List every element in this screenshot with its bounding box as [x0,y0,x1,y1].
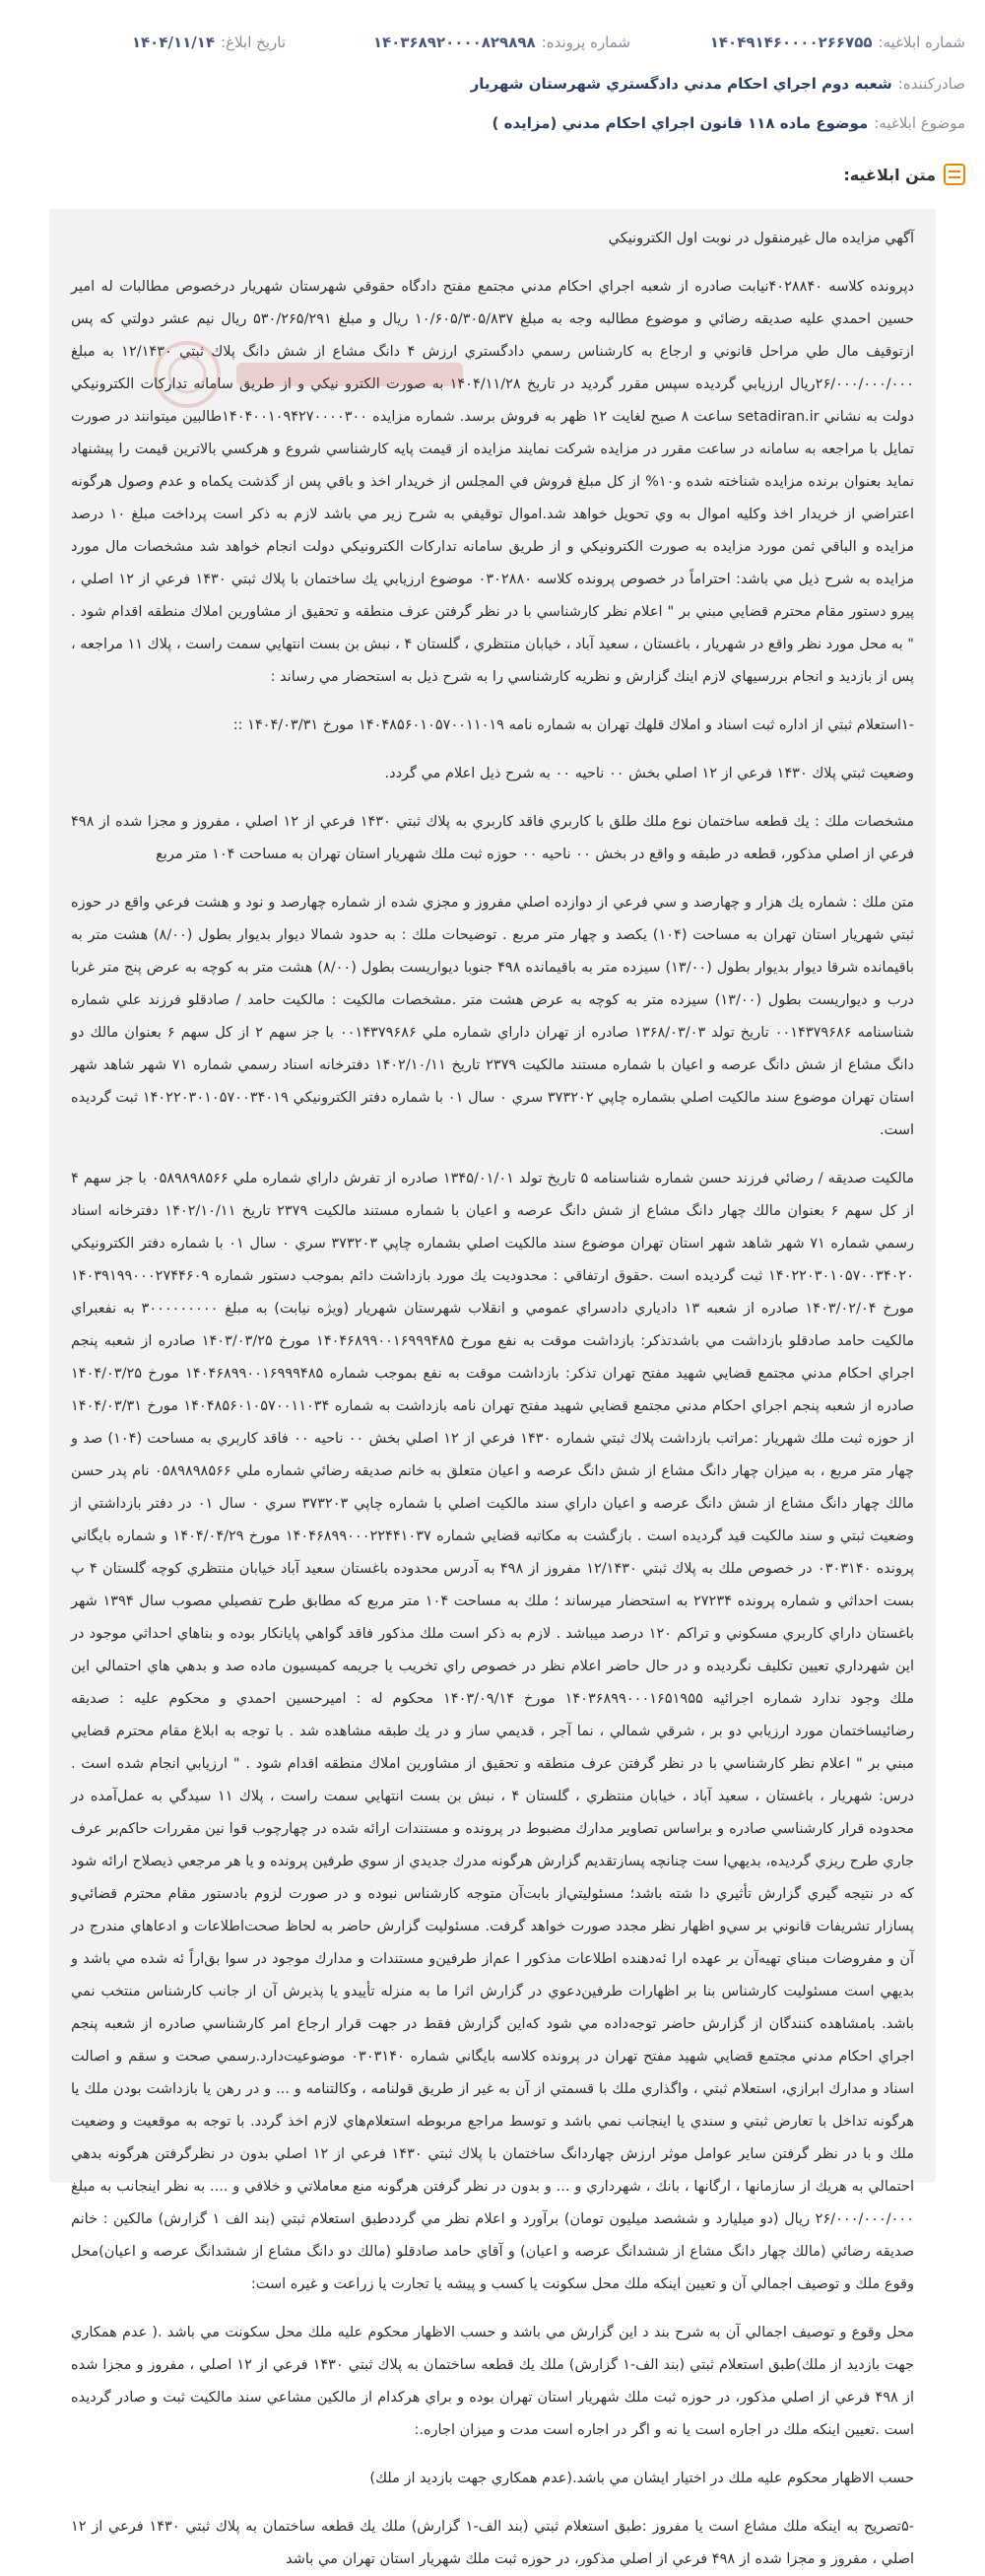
notice-number-label: شماره ابلاغيه: [878,34,965,51]
body-paragraph: -۱استعلام ثبتي از اداره ثبت اسناد و املاك قلهك تهران به شماره نامه ۱۴۰۴۸۵۶۰۱۰۵۷۰۰۱۱۰۱۹ مورخ ۱۴۰۴/۰۳/۳۱ :: [232,717,914,733]
notice-number-value: ۱۴۰۴۹۱۴۶۰۰۰۰۲۶۶۷۵۵ [709,34,873,51]
body-paragraph: -۵تصريح به اينكه ملك مشاع است يا مفروز :طبق استعلام ثبتي (بند الف-۱ گزارش) ملك يك قطعه ساختمان به پلاك ثبتي ۱۴۳۰ فرعي از ۱۲ اصلي ، مفروز و مجزا شده از ۴۹۸ فرعي از اصلي مذكور، در حوزه ثبت ملك شهريار استان تهران مي باشد [71,2519,914,2567]
body-paragraph: مشخصات ملك : يك قطعه ساختمان نوع ملك طلق با كاربري فاقد كاربري به پلاك ثبتي ۱۴۳۰ فرعي از ۱۲ اصلي ، مفروز و مجزا شده از ۴۹۸ فرعي از اصلي مذكور، قطعه در طبقه و واقع در بخش ۰۰ ناحيه ۰۰ حوزه ثبت ملك شهريار استان تهران به مساحت ۱۰۴ متر مربع [71,814,915,862]
document-icon [944,164,965,185]
notice-text-heading [0,148,985,185]
case-number-value: ۱۴۰۳۶۸۹۲۰۰۰۰۸۲۹۸۹۸ [372,34,536,51]
notice-date-value: ۱۴۰۴/۱۱/۱۴ [131,34,216,51]
body-paragraph: مالكيت صديقه / رضائي فرزند حسن شماره شناسنامه ۵ تاريخ تولد ۱۳۴۵/۰۱/۰۱ صادره از تفرش داراي شماره ملي ۰۵۸۹۸۹۸۵۶۶ با جز سهم ۴ از كل سهم ۶ بعنوان مالك چهار دانگ مشاع از شش دانگ عرصه و اعيان با شماره مستند مالكيت ۲۳۷۹ تاريخ ۱۴۰۲/۱۰/۱۱ دفترخانه اسناد رسمي شماره ۷۱ شهر شاهد شهر استان تهران موضوع سند مالكيت اصلي بشماره چاپي ۳۷۳۲۰۳ سري ۰ سال ۰۱ با شماره دفتر الكترونيكي ۱۴۰۲۲۰۳۰۱۰۵۷۰۰۳۴۰۲۰ ثبت گرديده است .حقوق ارتفاقي : محدوديت يك مورد بازداشت دائم بموجب دستور شماره ۱۴۰۳۹۱۹۹۰۰۰۲۷۴۴۶۰۹ مورخ ۱۴۰۳/۰۲/۰۴ صادره از شعبه ۱۳ دادياري دادسراي عمومي و انقلاب شهرستان شهريار (ويژه نيابت) به مبلغ ۳۰۰۰۰۰۰۰۰۰ به نفعبراي مالكيت حامد صادقلو بازداشت مي باشدتذكر: بازداشت موقت به نفع مورخ ۱۴۰۴۶۸۹۹۰۰۱۶۹۹۹۴۸۵ مورخ ۱۴۰۳/۰۳/۲۵ صادره از شعبه پنجم اجراي احكام مدني مجتمع قضايي شهيد مفتح تهران تذكر: بازداشت موقت به نفع بموجب شماره ۱۴۰۴۶۸۹۹۰۰۱۶۹۹۹۴۸۵ مورخ ۱۴۰۴/۰۳/۲۵ صادره از شعبه پنجم اجراي احكام مدني مجتمع قضايي شهيد مفتح تهران نامه بازداشت به شماره ۱۴۰۴۸۵۶۰۱۰۵۷۰۰۱۱۰۳۴ مورخ ۱۴۰۴/۰۳/۳۱ از حوزه ثبت ملك شهريار :مراتب بازداشت پلاك ثبتي شماره ۱۴۳۰ فرعي از ۱۲ اصلي بخش ۰۰ ناحيه ۰۰ فاقد كاربري به مساحت (۱۰۴) صد و چهار متر مربع ، به ميزان چهار دانگ مشاع از شش دانگ عرصه و اعيان متعلق به خانم صديقه رضائي شماره ملي ۰۵۸۹۸۹۸۵۶۶ نام پدر حسن مالك چهار دانگ مشاع از شش دانگ عرصه و اعيان داراي سند مالكيت اصلي با شماره چاپي ۳۷۳۲۰۳ سري ۰ سال ۰۱ در دفتر بازداشتي از وضعيت ثبتي و سند مالكيت قيد گرديده است . بازگشت به مكاتبه قضايي شماره ۱۴۰۴۶۸۹۹۰۰۰۲۲۴۴۱۰۳۷ مورخ ۱۴۰۴/۰۴/۲۹ و شماره بايگاني پرونده ۰۳۰۳۱۴۰ در خصوص ملك به پلاك ثبتي ۱۲/۱۴۳۰ مفروز از ۴۹۸ به آدرس محدوده باغستان سعيد آباد خيابان منتظري كوچه گلستان ۴ پ بست احداثي و شماره پرونده ۲۷۲۳۴ به استحضار ميرساند ؛ ملك به مساحت ۱۰۴ متر مربع كه مطابق طرح تفصيلي مصوب سال ۱۳۹۴ شهر باغستان داراي كاربري مسكوني و تراكم ۱۲۰ درصد ميباشد . لازم به ذكر است ملك مذكور فاقد گواهي پايانكار بوده و بناهاي احداثي موجود در اين شهرداري تعيين تكليف نگرديده و در حال حاضر اعلام نظر در خصوص راي تخريب يا جريمه كميسيون ماده صد و بدهي هاي احتمالي اين ملك وجود ندارد شماره اجرائيه ۱۴۰۳۶۸۹۹۰۰۰۱۶۵۱۹۵۵ مورخ ۱۴۰۳/۰۹/۱۴ محكوم له : اميرحسين احمدي و محكوم عليه : صديقه رضائيساختمان مورد ارزيابي دو بر ، شرقي شمالي ، نما آجر ، قديمي ساز و در يك طبقه مشاهده شد . با توجه به ابلاغ مقام محترم قضايي مبني بر " اعلام نظر كارشناسي با در نظر گرفتن عرف منطقه و تحقيق از مشاورين املاك منطقه اقدام شود . " ارزيابي انجام شده است . درس: شهريار ، باغستان ، سعيد آباد ، خيابان منتظري ، گلستان ۴ ، نبش بن بست انتهايي سمت راست ، پلاك ۱۱ سيدگي به عمل‌آمده در محدوده قرار كارشناسي صادره و براساس تصاوير مدارك مضبوط در پرونده و مستندات ارائه شده در چهارچوب قوا نين مقررات حاكم‌بر عرف جاري طرح ريزي گرديده، بديهي‌ا ست چنانچه پسازتقديم گزارش هرگونه مدرك جديدي از سوي طرفين پرونده و يا هر مرجعي ذيصلاح ارائه شود كه در نتيجه گيري گزارش تأثيري دا شته باشد؛ مسئوليتي‌از بابت‌آن متوجه كارشناس نبوده و در صورت لزوم بادستور مقام محترم قضائي‌و پسازار تشريفات قانوني بر سي‌و اظهار نظر مجدد صورت خواهد گرفت. مسئوليت گزارش حاضر به لحاظ صحت‌اطلاعات و ادعاهاي مندرج در آن و مفروضات مبناي تهيه‌آن بر عهده ارا ئه‌دهنده اطلاعات مذكور ا عم‌از طرفين‌و مستندات و مدارك موجود در سوا بق‌اراً ئه شده مي باشد و بديهي است مسئوليت كارشناس بنا بر اظهارات طرفين‌دعوي در گزارش اثرا ما به منزله تأييدو يا پذيرش آن از جانب كارشناس منتخب نمي باشد. بامشاهده كنندگان از گزارش حاضر توجه‌داده مي شود كه‌اين گزارش فقط در جهت قرار ارجاع امر كارشناسي صادره از شعبه پنجم اجراي احكام مدني مجتمع قضايي شهيد مفتح تهران در پرونده كلاسه بايگاني شماره ۰۳۰۳۱۴۰ موضوعيت‌دارد.رسمي صحت و سقم و اصالت اسناد و مدارك ابرازي، استعلام ثبتي ، واگذاري ملك با قسمتي از آن به غير از طريق قولنامه ، وكالتنامه و ... و در رهن يا بازداشت بودن ملك يا هرگونه تداخل با تعارض ثبتي و سندي يا اينجانب نمي باشد و توسط مراجع مربوطه استعلام‌هاي لازم اخذ گردد. با توجه به موقعيت و وضعيت ملك و با در نظر گرفتن ساير عوامل موثر ارزش چهاردانگ ساختمان با پلاك ثبتي ۱۴۳۰ فرعي از ۱۲ اصلي بدون در نظرگرفتن هرگونه بدهي احتمالي به هريك از سازمانها ، ارگانها ، بانك ، شهرداري و ... و بدون در نظر گرفتن هرگونه منع معاملاتي و خلافي و .... به نظر اينجانب به مبلغ ۲۶/۰۰۰/۰۰۰/۰۰۰ ريال (دو ميليارد و ششصد ميليون تومان) برآورد و اعلام نظر مي گرددطبق استعلام ثبتي (بند الف ۱ گزارش) مالكين : خانم صديقه رضائي (مالك چهار دانگ مشاع از ششدانگ عرصه و اعيان) و آقاي حامد صادقلو (مالك دو دانگ مشاع از ششدانگ عرصه و اعيان)محل وقوع ملك و توصيف اجمالي آن و تعيين اينكه ملك محل سكونت يا كسب و پيشه يا تجارت يا زراعت و غيره است: [71,1171,915,2292]
body-paragraph: دپرونده كلاسه ۴۰۲۸۸۴۰نيابت صادره از شعبه اجراي احكام مدني مجتمع مفتح دادگاه حقوقي شهرستان شهريار درخصوص مطالبات له امير حسين احمدي عليه صديقه رضائي و موضوع مطالبه وجه به مبلغ ۱۰/۶۰۵/۳۰۵/۸۳۷ ريال و مبلغ ۵۳۰/۲۶۵/۲۹۱ ريال نيم عشر دولتي كه پس ازتوقيف مال طي مراحل قانوني و ارجاع به كارشناس رسمي دادگستري ارزش ۴ دانگ مشاع از شش دانگ پلاك ثبتي ۱۲/۱۴۳۰ به مبلغ ۲۶/۰۰۰/۰۰۰/۰۰۰ريال ارزيابي گرديده سپس مقرر گرديد در تاريخ ۱۴۰۴/۱۱/۲۸ به صورت الكترو نيكي و از طريق سامانه تداركات الكترونيكي دولت به نشاني setadiran.ir ساعت ۸ صبح لغايت ۱۲ ظهر به فروش برسد. شماره مزايده ۱۴۰۴۰۰۱۰۹۴۲۷۰۰۰۰۳۰۰طالبين ميتوانند در صورت تمايل با مراجعه به سامانه در ساعت مقرر در مزايده شركت نمايند مزايده از قيمت پايه كارشناسي شروع و هركسي بالاترين قيمت را پيشنهاد نمايد بعنوان برنده مزايده شناخته شده و۱۰% از كل مبلغ فروش في المجلس از خريدار اخذ و باقي پس از گذشت يكماه و عدم وصول هرگونه اعتراضي از خريدار اخذ وكليه اموال به وي تحويل خواهد شد.اموال توقيفي به شرح زير مي باشد لازم به ذكر است پرداخت مبلغ ۱۰ درصد مزايده و الباقي ثمن مورد مزايده به صورت الكترونيكي و از طريق سامانه تداركات الكترونيكي دولت انجام خواهد شد مشخصات مال مورد مزايده به شرح ذيل مي باشد: احتراماً در خصوص پرونده كلاسه ۰۳۰۲۸۸۰ موضوع ارزيابي يك ساختمان با پلاك ثبتي ۱۴۳۰ فرعي از ۱۲ اصلي ، پيرو دستور مقام محترم قضايي مبني بر " اعلام نظر كارشناسي با در نظر گرفتن عرف منطقه و تحقيق از مشاورين املاك منطقه اقدام شود . " به محل مورد نظر واقع در شهريار ، باغستان ، سعيد آباد ، خيابان منتظري ، گلستان ۴ ، نبش بن بست انتهايي سمت راست ، پلاك ۱۱ مراجعه ، پس از بازديد و انجام بررسيهاي لازم اينك گزارش و نظريه كارشناسي را به شرح ذيل به استحضار مي رساند : [71,279,915,685]
body-paragraph: محل وقوع و توصيف اجمالي آن به شرح بند د اين گزارش مي باشد و حسب الاظهار محكوم عليه ملك محل سكونت مي باشد .( عدم همكاري جهت بازديد از ملك)طبق استعلام ثبتي (بند الف-۱ گزارش) ملك يك قطعه ساختمان به پلاك ثبتي ۱۴۳۰ فرعي از ۱۲ اصلي ، مفروز و مجزا شده از ۴۹۸ فرعي از اصلي مذكور، در حوزه ثبت ملك شهريار استان تهران بوده و براي هركدام از مالكين مشاعي سند مالكيت ثبت و صادر گرديده است .تعيين اينكه ملك در اجاره است يا نه و اگر در اجاره است مدت و ميزان اجاره.: [71,2325,915,2438]
notice-number [630,34,965,51]
body-paragraph: وضعيت ثبتي پلاك ۱۴۳۰ فرعي از ۱۲ اصلي بخش ۰۰ ناحيه ۰۰ به شرح ذيل اعلام مي گردد. [384,766,914,781]
case-number-label: شماره پرونده: [541,34,630,51]
notice-meta-row [20,34,965,51]
body-paragraph: حسب الاظهار محكوم عليه ملك در اختيار ايشان مي باشد.(عدم همكاري جهت بازديد از ملك) [369,2471,914,2486]
subject-row [20,114,965,132]
body-paragraph: متن ملك : شماره يك هزار و چهارصد و سي فرعي از دوازده اصلي مفروز و مجزي شده از شماره چهارصد و نود و هشت فرعي واقع در حوزه ثبتي شهريار استان تهران به مساحت (۱۰۴) يكصد و چهار متر مربع . توضيحات ملك : به حدود شمالا ديوار بديوار بطول (۸/۰۰) هشت متر به باقيمانده شرقا ديوار بديوار بطول (۱۳/۰۰) سيزده متر به باقيمانده ۴۹۸ جنوبا ديواريست بطول (۸/۰۰) هشت متر به كوچه به عرض پنج متر غربا درب و ديواريست بطول (۱۳/۰۰) سيزده متر به كوچه به عرض هشت متر .مشخصات مالكيت : مالكيت حامد / صادقلو فرزند علي شماره شناسنامه ۰۰۱۴۳۷۹۶۸۶ تاريخ تولد ۱۳۶۸/۰۳/۰۳ صادره از تهران داراي شماره ملي ۰۰۱۴۳۷۹۶۸۶ با جز سهم ۲ از كل سهم ۶ بعنوان مالك دو دانگ مشاع از شش دانگ عرصه و اعيان با شماره مستند مالكيت ۲۳۷۹ تاريخ ۱۴۰۲/۱۰/۱۱ دفترخانه اسناد رسمي شماره ۷۱ شهر شاهد شهر استان تهران موضوع سند مالكيت اصلي بشماره چاپي ۳۷۳۲۰۲ سري ۰ سال ۰۱ با شماره دفتر الكترونيكي ۱۴۰۲۲۰۳۰۱۰۵۷۰۰۳۴۰۱۹ ثبت گرديده است. [71,895,915,1138]
issuer-row [20,75,965,93]
subject-value: موضوع ماده ۱۱۸ قانون اجراي احكام مدني (مزايده ) [492,114,869,132]
body-paragraph: آگهي مزايده مال غيرمنقول در نوبت اول الكترونيكي [608,231,914,246]
notice-body [49,209,936,2567]
notice-date-label: تاريخ ابلاغ: [221,34,286,51]
notice-text-title: متن ابلاغيه: [843,165,936,184]
notice-date [132,34,286,51]
notice-header [0,0,985,148]
issuer-value: شعبه دوم اجراي احكام مدني دادگستري شهرستان شهريار [470,75,892,93]
case-number [286,34,630,51]
subject-label: موضوع ابلاغيه: [874,114,965,132]
issuer-label: صادرکننده: [897,75,965,93]
